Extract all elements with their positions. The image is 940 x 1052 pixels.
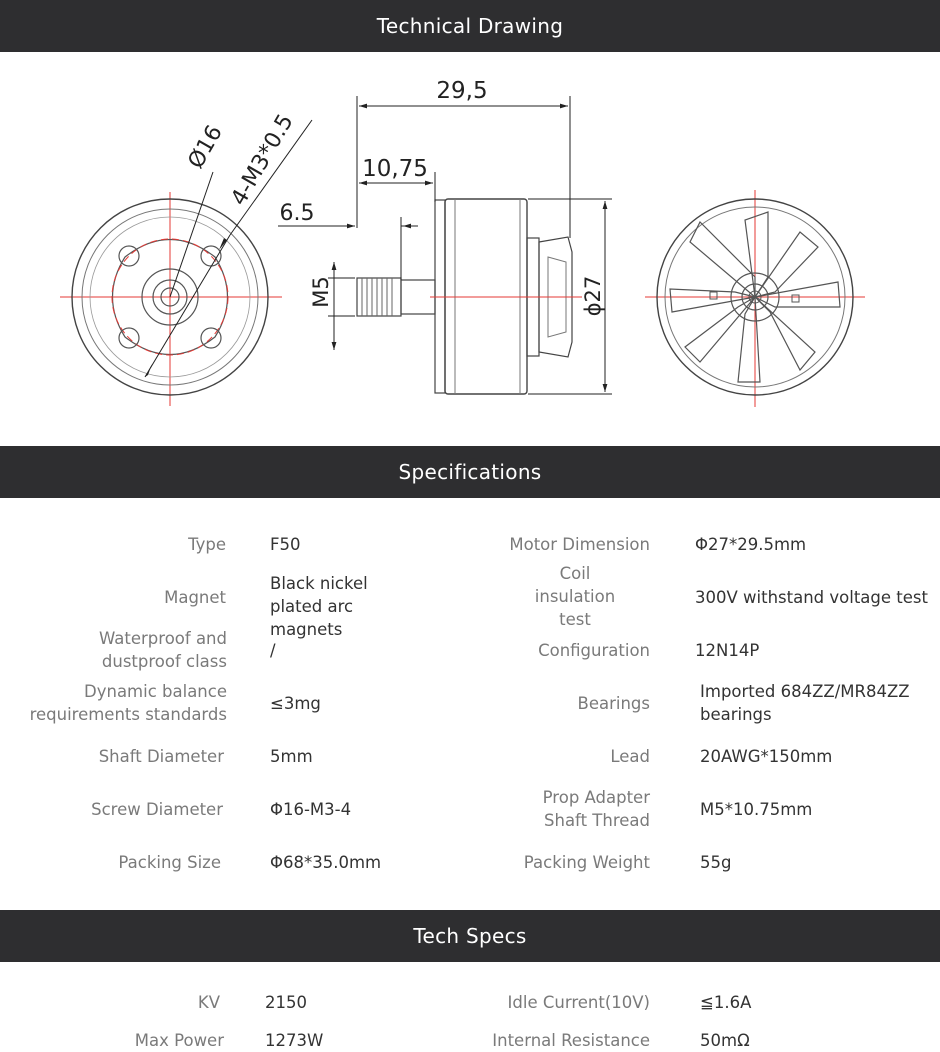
technical-drawing-title: Technical Drawing <box>376 14 564 38</box>
spec-label-shaft-diameter: Shaft Diameter <box>98 747 224 766</box>
specifications-header <box>0 446 940 498</box>
dim-mount-circle: Ø16 <box>183 121 228 173</box>
tech-specs-title: Tech Specs <box>413 924 527 948</box>
spec-value-type: F50 <box>270 535 301 554</box>
tech-value-idle-current: ≦1.6A <box>700 993 752 1012</box>
side-view <box>357 199 582 394</box>
tech-label-internal-resistance: Internal Resistance <box>492 1031 650 1050</box>
technical-drawing <box>0 52 940 446</box>
spec-value-packing-weight: 55g <box>700 853 732 872</box>
top-view-bell <box>645 190 865 407</box>
spec-value-coil-insulation: 300V withstand voltage test <box>695 588 928 607</box>
specifications-title: Specifications <box>398 460 542 484</box>
motor-drawing-svg <box>0 52 940 446</box>
tech-specs-table <box>0 962 940 1050</box>
spec-label-dynamic-balance: Dynamic balance requirements standards <box>29 682 227 724</box>
dim-thread: M5 <box>309 276 333 308</box>
spec-label-coil-insulation: Coil insulation test <box>534 563 616 629</box>
spec-value-shaft-diameter: 5mm <box>270 747 313 766</box>
dim-shaft-offset: 6.5 <box>279 201 315 226</box>
tech-label-idle-current: Idle Current(10V) <box>507 993 650 1012</box>
dim-shaft-length: 10,75 <box>362 156 428 182</box>
tech-label-max-power: Max Power <box>134 1031 224 1050</box>
spec-label-motor-dimension: Motor Dimension <box>509 535 650 554</box>
dim-overall-length: 29,5 <box>436 78 488 104</box>
spec-value-screw-diameter: Φ16-M3-4 <box>270 800 352 819</box>
spec-label-lead: Lead <box>610 747 650 766</box>
spec-label-magnet: Magnet <box>164 588 226 607</box>
tech-value-internal-resistance: 50mΩ <box>700 1031 750 1050</box>
spec-value-configuration: 12N14P <box>695 641 760 660</box>
tech-specs-header <box>0 910 940 962</box>
spec-value-packing-size: Φ68*35.0mm <box>270 853 382 872</box>
dim-diameter: ϕ27 <box>581 275 605 317</box>
spec-label-packing-weight: Packing Weight <box>523 853 650 872</box>
tech-value-max-power: 1273W <box>265 1031 324 1050</box>
spec-value-motor-dimension: Φ27*29.5mm <box>695 535 807 554</box>
dim-screws: 4-M3*0.5 <box>226 110 299 210</box>
spec-value-waterproof: / <box>270 641 276 660</box>
tech-value-kv: 2150 <box>265 993 307 1012</box>
spec-label-packing-size: Packing Size <box>118 853 221 872</box>
spec-label-screw-diameter: Screw Diameter <box>91 800 223 819</box>
specifications-table <box>0 498 940 910</box>
spec-label-prop-adapter: Prop Adapter Shaft Thread <box>542 788 650 830</box>
spec-label-configuration: Configuration <box>538 641 650 660</box>
spec-value-lead: 20AWG*150mm <box>700 747 833 766</box>
tech-label-kv: KV <box>197 993 220 1012</box>
spec-value-magnet: Black nickel plated arc magnets <box>270 574 368 639</box>
spec-label-bearings: Bearings <box>577 694 650 713</box>
spec-value-prop-adapter: M5*10.75mm <box>700 800 813 819</box>
spec-value-dynamic-balance: ≤3mg <box>270 694 321 713</box>
spec-value-bearings: Imported 684ZZ/MR84ZZ bearings <box>700 682 910 724</box>
spec-label-type: Type <box>188 535 226 554</box>
technical-drawing-header <box>0 0 940 52</box>
spec-label-waterproof: Waterproof and dustproof class <box>99 629 227 671</box>
